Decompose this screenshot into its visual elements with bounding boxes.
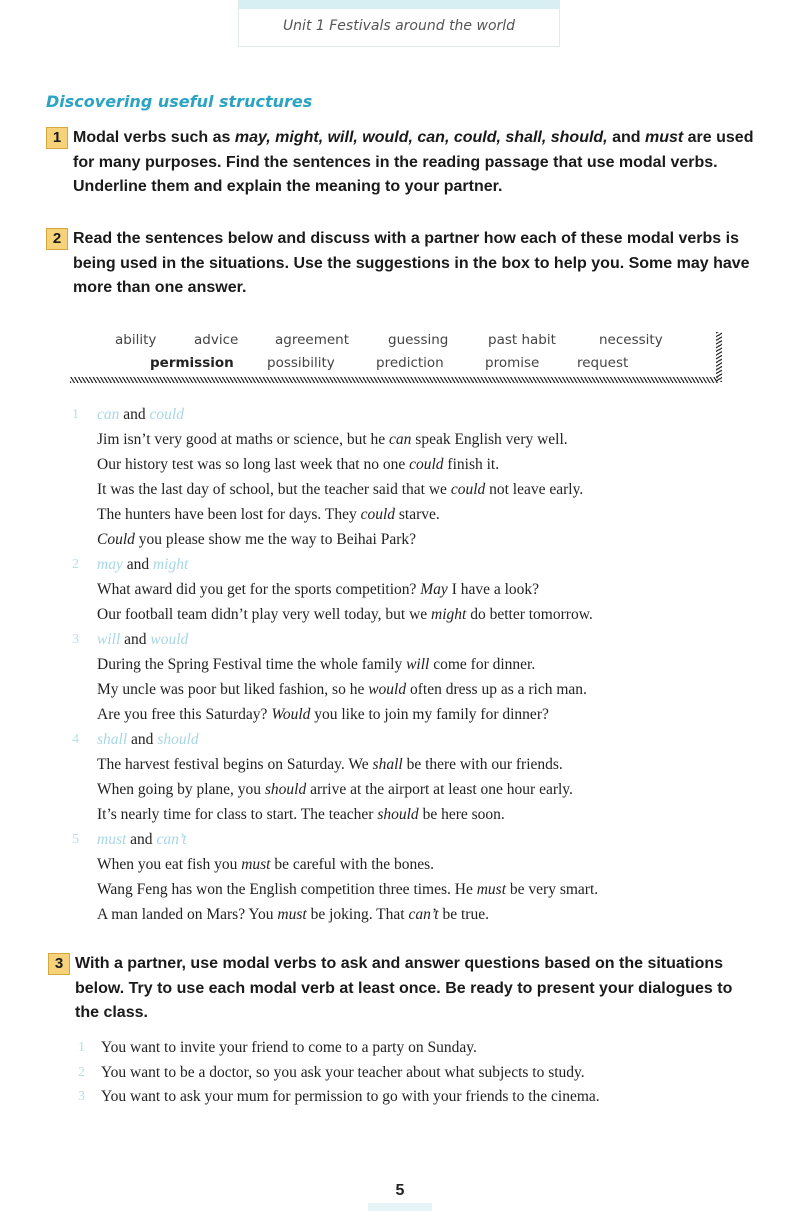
situation-text: You want to be a doctor, so you ask your teacher about what subjects to study. xyxy=(101,1063,585,1081)
emphasized-modal-verb: must xyxy=(241,856,271,873)
modal-verb-answer: should xyxy=(157,731,199,748)
text-fragment: be here soon. xyxy=(418,806,505,823)
emphasized-modal-verb: would xyxy=(368,681,407,698)
text-fragment: My uncle was poor but liked fashion, so he xyxy=(97,681,369,698)
text-fragment: finish it. xyxy=(443,456,500,473)
modal-verb-answer: may xyxy=(97,556,123,573)
text-fragment: often dress up as a rich man. xyxy=(406,681,587,698)
example-sentence xyxy=(70,752,760,777)
emphasized-modal-verb: Would xyxy=(271,706,311,723)
situation-item xyxy=(76,1061,766,1086)
emphasized-modal-verb: May xyxy=(420,581,448,598)
and-word: and xyxy=(130,831,153,848)
zigzag-border-bottom xyxy=(70,377,718,383)
example-sentence xyxy=(70,852,760,877)
emphasized-modal-verb: must xyxy=(476,881,507,898)
task-number-badge: 3 xyxy=(48,953,70,975)
emphasized-modal-verb: should xyxy=(264,781,307,798)
example-sentence xyxy=(70,652,760,677)
word-past-habit: past habit xyxy=(488,332,556,348)
emphasized-modal-verb: might xyxy=(431,606,467,623)
text-fragment: Our football team didn’t play very well today, but we xyxy=(97,606,432,623)
word-request: request xyxy=(577,355,629,371)
modal-verb-answer: can’t xyxy=(156,831,187,848)
task-instruction xyxy=(73,126,758,200)
text-fragment: arrive at the airport at least one hour early. xyxy=(306,781,573,798)
text-fragment: are used for many purposes. Find the sentences in the reading passage that use modal verbs. Underline them and explain the meaning to your partner. xyxy=(73,129,754,195)
group-heading xyxy=(70,727,760,752)
task-instruction xyxy=(75,952,760,1026)
task-3 xyxy=(48,952,760,1026)
emphasized-modal-verb: shall xyxy=(372,756,403,773)
group-heading xyxy=(70,627,760,652)
and-word: and xyxy=(124,631,147,648)
header-strip xyxy=(239,0,559,9)
situation-text: You want to ask your mum for permission to go with your friends to the cinema. xyxy=(101,1088,600,1105)
text-fragment: do better tomorrow. xyxy=(466,606,593,623)
emphasized-modal-verb: can’t xyxy=(408,906,439,923)
modal-verb-answer: will xyxy=(97,631,121,648)
task-1 xyxy=(46,126,758,200)
emphasized-modal-verb: must xyxy=(277,906,307,923)
task-number-badge: 1 xyxy=(46,127,68,149)
example-sentence xyxy=(70,577,760,602)
emphasized-modal-verb: must xyxy=(644,129,684,146)
task-instruction xyxy=(73,227,758,301)
text-fragment: Read the sentences below and discuss with a partner how each of these modal verbs is being used in the situations. Use the suggestions in the box to help you. Some may have more than one answer. xyxy=(73,230,750,296)
word-agreement: agreement xyxy=(275,332,350,348)
text-fragment: speak English very well. xyxy=(411,431,568,448)
text-fragment: It was the last day of school, but the teacher said that we xyxy=(97,481,451,498)
emphasized-modal-verb: can xyxy=(389,431,412,448)
zigzag-border-right xyxy=(716,332,722,382)
group-number: 5 xyxy=(72,832,79,847)
text-fragment: be very smart. xyxy=(506,881,599,898)
and-word: and xyxy=(123,406,146,423)
example-sentence xyxy=(70,877,760,902)
group-number: 1 xyxy=(72,407,79,422)
text-fragment: come for dinner. xyxy=(429,656,536,673)
example-sentence xyxy=(70,902,760,927)
modal-verb-answer: would xyxy=(150,631,189,648)
group-heading xyxy=(70,552,760,577)
text-fragment: When you eat fish you xyxy=(97,856,242,873)
text-fragment: Our history test was so long last week that no one xyxy=(97,456,410,473)
modal-verb-answer: must xyxy=(97,831,127,848)
situation-number: 1 xyxy=(78,1040,85,1055)
text-fragment: Jim isn’t very good at maths or science, but he xyxy=(97,431,390,448)
word-row-1 xyxy=(70,332,725,354)
word-ability: ability xyxy=(115,332,157,348)
example-sentence xyxy=(70,452,760,477)
word-possibility: possibility xyxy=(267,355,335,371)
modal-verb-answer: shall xyxy=(97,731,128,748)
task-2 xyxy=(46,227,758,301)
text-fragment: be there with our friends. xyxy=(402,756,563,773)
word-guessing: guessing xyxy=(388,332,449,348)
modal-verb-answer: might xyxy=(152,556,189,573)
unit-title: Unit 1 Festivals around the world xyxy=(282,18,516,34)
suggestion-word-box xyxy=(70,330,725,382)
modal-verb-answer: can xyxy=(97,406,120,423)
word-prediction: prediction xyxy=(376,355,444,371)
text-fragment: be careful with the bones. xyxy=(270,856,435,873)
situation-number: 3 xyxy=(78,1089,85,1104)
text-fragment: The hunters have been lost for days. They xyxy=(97,506,361,523)
example-sentence xyxy=(70,527,760,552)
word-advice: advice xyxy=(194,332,239,348)
emphasized-modal-verb: may, might, will, would, can, could, shall, should, xyxy=(234,129,608,146)
text-fragment: be true. xyxy=(438,906,489,923)
text-fragment: When going by plane, you xyxy=(97,781,265,798)
example-sentence xyxy=(70,677,760,702)
example-sentence xyxy=(70,602,760,627)
modal-verb-answer: could xyxy=(149,406,184,423)
situation-text: You want to invite your friend to come to a party on Sunday. xyxy=(101,1039,477,1056)
emphasized-modal-verb: Could xyxy=(97,531,135,548)
situation-item xyxy=(76,1085,766,1110)
word-permission: permission xyxy=(150,355,234,371)
text-fragment: I have a look? xyxy=(447,581,540,598)
emphasized-modal-verb: should xyxy=(377,806,419,823)
text-fragment: The harvest festival begins on Saturday. We xyxy=(97,756,373,773)
text-fragment: Are you free this Saturday? xyxy=(97,706,272,723)
word-necessity: necessity xyxy=(599,332,663,348)
example-sentence xyxy=(70,777,760,802)
group-number: 2 xyxy=(72,557,79,572)
text-fragment: Wang Feng has won the English competition three times. He xyxy=(97,881,477,898)
situation-list xyxy=(76,1036,766,1110)
text-fragment: starve. xyxy=(395,506,440,523)
emphasized-modal-verb: will xyxy=(406,656,430,673)
and-word: and xyxy=(131,731,154,748)
text-fragment: During the Spring Festival time the whole family xyxy=(97,656,407,673)
emphasized-modal-verb: could xyxy=(409,456,444,473)
example-sentence xyxy=(70,502,760,527)
text-fragment: What award did you get for the sports competition? xyxy=(97,581,421,598)
text-fragment: With a partner, use modal verbs to ask and answer questions based on the situations below. Try to use each modal verb at least once. Be ready to present your dialogues to the class. xyxy=(75,955,733,1021)
group-heading xyxy=(70,827,760,852)
situation-item xyxy=(76,1036,766,1061)
text-fragment: A man landed on Mars? You xyxy=(97,906,278,923)
word-promise: promise xyxy=(485,355,540,371)
page-footer-strip xyxy=(368,1203,432,1211)
situation-number: 2 xyxy=(78,1064,85,1080)
modal-verb-groups xyxy=(70,402,760,927)
text-fragment: not leave early. xyxy=(485,481,584,498)
text-fragment: Modal verbs such as xyxy=(73,129,235,146)
text-fragment: It’s nearly time for class to start. The teacher xyxy=(97,806,378,823)
group-number: 4 xyxy=(72,732,79,747)
emphasized-modal-verb: could xyxy=(360,506,396,523)
text-fragment: you like to join my family for dinner? xyxy=(310,706,549,723)
word-row-2 xyxy=(70,355,725,377)
group-heading xyxy=(70,402,760,427)
task-number-badge: 2 xyxy=(46,228,68,250)
unit-header-tab xyxy=(238,0,560,47)
text-fragment: you please show me the way to Beihai Park? xyxy=(134,531,416,548)
example-sentence xyxy=(70,702,760,727)
section-title: Discovering useful structures xyxy=(46,92,313,111)
example-sentence xyxy=(70,802,760,827)
text-fragment: be joking. That xyxy=(306,906,409,923)
example-sentence xyxy=(70,477,760,502)
emphasized-modal-verb: could xyxy=(450,481,486,498)
and-word: and xyxy=(126,556,150,573)
example-sentence xyxy=(70,427,760,452)
page-number: 5 xyxy=(395,1182,405,1199)
group-number: 3 xyxy=(72,632,79,647)
text-fragment: and xyxy=(607,129,645,146)
